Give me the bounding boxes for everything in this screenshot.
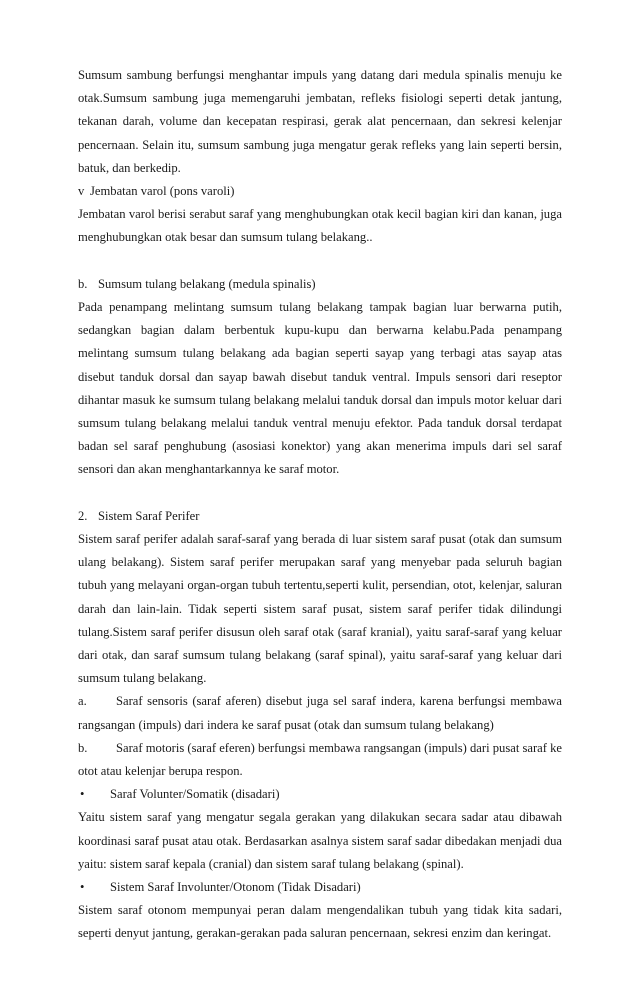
paragraph-jembatan-varol: Jembatan varol berisi serabut saraf yang menghubungkan otak kecil bagian kiri dan kanan, juga menghubungkan otak besar dan sumsum tulang belakang.. xyxy=(78,207,562,245)
paragraph-sistem-saraf-perifer: Sistem saraf perifer adalah saraf-saraf yang berada di luar sistem saraf pusat (otak dan sumsum ulang belakang). Sistem saraf perifer merupakan saraf yang menyebar pada seluruh bagian tubuh yang melayani organ-organ tubuh tertentu,seperti kulit, persendian, otot, kelenjar, saluran darah dan lain-lain. Tidak seperti sistem saraf pusat, sistem saraf perifer tidak dilindungi tulang.Sistem saraf perifer disusun oleh saraf otak (saraf kranial), yaitu saraf-saraf yang keluar dari otak, dan saraf sumsum tulang belakang (saraf spinal), yaitu saraf-saraf yang keluar dari sumsum tulang belakang. xyxy=(78,532,562,686)
list-marker: b. xyxy=(78,276,88,291)
heading-sistem-saraf-perifer xyxy=(78,505,562,528)
bullet-text: Sistem Saraf Involunter/Otonom (Tidak Disadari) xyxy=(110,880,361,895)
paragraph-sumsum-sambung: Sumsum sambung berfungsi menghantar impuls yang datang dari medula spinalis menuju ke otak.Sumsum sambung juga memengaruhi jembatan, refleks fisiologi seperti detak jantung, tekanan darah, volume dan kecepatan respirasi, gerak alat pencernaan, dan sekresi kelenjar pencernaan. Selain itu, sumsum sambung juga mengatur gerak refleks yang lain seperti bersin, batuk, dan berkedip. xyxy=(78,68,562,175)
heading-text: Sumsum tulang belakang (medula spinalis) xyxy=(98,276,316,291)
spacer xyxy=(78,482,562,505)
paragraph-saraf-otonom: Sistem saraf otonom mempunyai peran dalam mengendalikan tubuh yang tidak kita sadari, seperti denyut jantung, gerakan-gerakan pada saluran pencernaan, sekresi enzim dan keringat. xyxy=(78,903,562,941)
list-item-jembatan-varol xyxy=(78,180,562,203)
document-page xyxy=(78,64,562,946)
paragraph-penampang: Pada penampang melintang sumsum tulang belakang tampak bagian luar berwarna putih, sedangkan bagian dalam berbentuk kupu-kupu dan berwarna kelabu.Pada penampang melintang sumsum tulang belakang ada bagian seperti sayap yang terbagi atas sayap atas disebut tanduk dorsal dan sayap bawah disebut tanduk ventral. Impuls sensori dari reseptor dihantar masuk ke sumsum tulang belakang melalui tanduk dorsal dan impuls motor keluar dari sumsum tulang belakang melalui tanduk ventral menuju efektor. Pada tanduk dorsal terdapat badan sel saraf penghubung (asosiasi konektor) yang akan menerima impuls dari sel saraf sensori dan akan menghantarkannya ke saraf motor. xyxy=(78,300,562,477)
bullet-text: Saraf Volunter/Somatik (disadari) xyxy=(110,787,280,802)
bullet-saraf-volunter xyxy=(78,783,562,806)
heading-sumsum-tulang-belakang xyxy=(78,273,562,296)
bullet-saraf-otonom xyxy=(78,876,562,899)
list-marker: b. xyxy=(78,740,88,755)
spacer xyxy=(78,250,562,273)
list-item-saraf-motoris xyxy=(78,737,562,783)
bullet-icon: • xyxy=(80,880,85,895)
list-item-text: Jembatan varol (pons varoli) xyxy=(90,184,235,199)
list-item-saraf-sensoris xyxy=(78,690,562,736)
list-marker: a. xyxy=(78,694,87,709)
list-marker: v xyxy=(78,184,85,199)
list-item-text: Saraf sensoris (saraf aferen) disebut juga sel saraf indera, karena berfungsi membawa rangsangan (impuls) dari indera ke saraf pusat (otak dan sumsum tulang belakang) xyxy=(78,694,562,732)
heading-text: Sistem Saraf Perifer xyxy=(98,508,200,523)
list-marker: 2. xyxy=(78,508,88,523)
bullet-icon: • xyxy=(80,787,85,802)
list-item-text: Saraf motoris (saraf eferen) berfungsi membawa rangsangan (impuls) dari pusat saraf ke otot atau kelenjar berupa respon. xyxy=(78,740,562,779)
paragraph-saraf-volunter: Yaitu sistem saraf yang mengatur segala gerakan yang dilakukan secara sadar atau dibawah koordinasi saraf pusat atau otak. Berdasarkan asalnya sistem saraf sadar dibedakan menjadi dua yaitu: sistem saraf kepala (cranial) dan sistem saraf tulang belakang (spinal). xyxy=(78,810,562,871)
